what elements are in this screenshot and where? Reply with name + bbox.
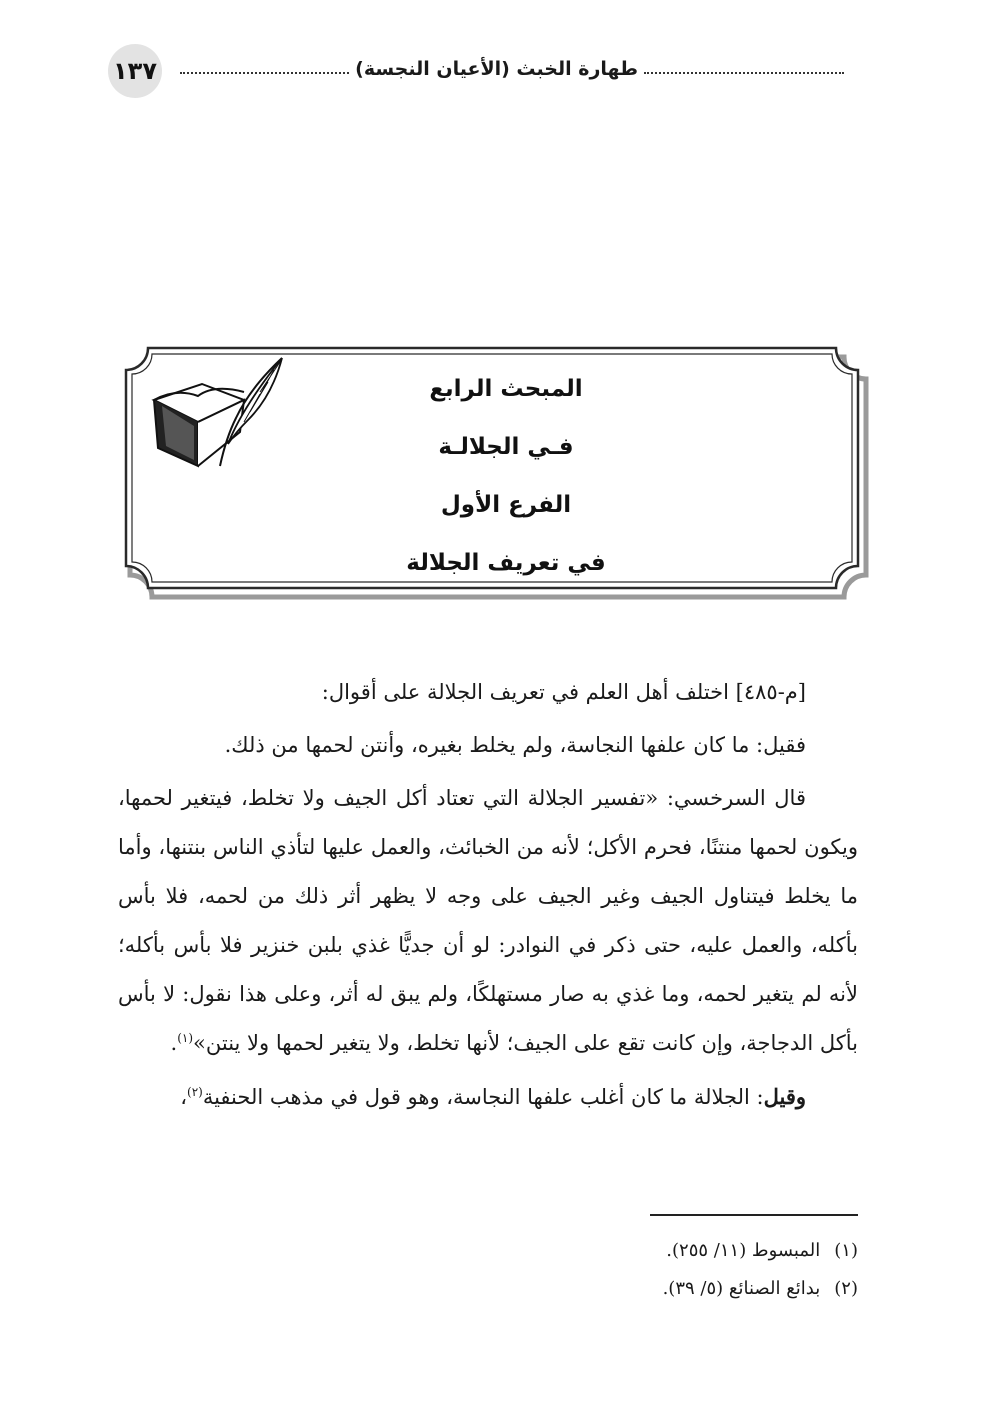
footnotes bbox=[118, 1232, 858, 1308]
book-and-quill-icon bbox=[132, 348, 292, 468]
page-number: ١٣٧ bbox=[108, 44, 162, 98]
branch-heading: الفرع الأول bbox=[440, 492, 572, 518]
dot-leader-right bbox=[644, 72, 844, 74]
footnote-2 bbox=[118, 1270, 858, 1308]
running-header bbox=[180, 56, 844, 82]
paragraph-2: فقيل: ما كان علفها النجاسة، ولم يخلط بغيره، وأنتن لحمها من ذلك. bbox=[224, 733, 806, 757]
footnote-separator bbox=[650, 1214, 858, 1216]
paragraph-3 bbox=[118, 774, 858, 1068]
branch-subheading: في تعريف الجلالة bbox=[406, 550, 606, 576]
footnote-text: بدائع الصنائع (٥/ ٣٩). bbox=[662, 1278, 821, 1299]
chapter-title-frame bbox=[116, 340, 870, 602]
paragraph-3-end: . bbox=[170, 1031, 178, 1055]
paragraph-1: [م-٤٨٥] اختلف أهل العلم في تعريف الجلالة على أقوال: bbox=[321, 680, 806, 704]
paragraph-4-lead: وقيل bbox=[763, 1084, 806, 1109]
footnote-ref-1[interactable]: (١) bbox=[177, 1031, 194, 1045]
footnote-number: (٢) bbox=[834, 1278, 858, 1299]
section-subheading: فـي الجلالـة bbox=[438, 434, 574, 460]
sarakhsi-quote: قال السرخسي: «تفسير الجلالة التي تعتاد أكل الجيف ولا تخلط، فيتغير لحمها، ويكون لحمها منتنًا، فحرم الأكل؛ لأنه من الخبائث، والعمل عليها لتأذي الناس بنتنها، وأما ما يخلط فيتناول الجيف وغير الجيف على وجه لا يظهر أثر ذلك من لحمه، فلا بأس بأكله، والعمل عليه، حتى ذكر في النوادر: لو أن جديًّا غذي بلبن خنزير فلا بأس بأكله؛ لأنه لم يتغير لحمه، وما غذي به صار مستهلكًا، ولم يبق له أثر، وعلى هذا نقول: لا بأس بأكل الدجاجة، وإن كانت تقع على الجيف؛ لأنها تخلط، ولا يتغير لحمها ولا ينتن» bbox=[118, 786, 858, 1055]
footnote-1 bbox=[118, 1232, 858, 1270]
footnote-ref-2[interactable]: (٢) bbox=[187, 1085, 203, 1099]
paragraph-4 bbox=[118, 1072, 858, 1122]
footnote-number: (١) bbox=[834, 1240, 858, 1261]
section-heading: المبحث الرابع bbox=[429, 376, 583, 402]
paragraph-4-end: ، bbox=[180, 1085, 187, 1109]
paragraph-4-text: : الجلالة ما كان أغلب علفها النجاسة، وهو قول في مذهب الحنفية bbox=[202, 1085, 764, 1109]
running-title: طهارة الخبث (الأعيان النجسة) bbox=[355, 58, 638, 80]
dot-leader-left bbox=[180, 72, 349, 74]
footnote-text: المبسوط (١١/ ٢٥٥). bbox=[666, 1240, 821, 1261]
body-text bbox=[118, 668, 858, 1122]
chapter-titles bbox=[366, 360, 646, 592]
